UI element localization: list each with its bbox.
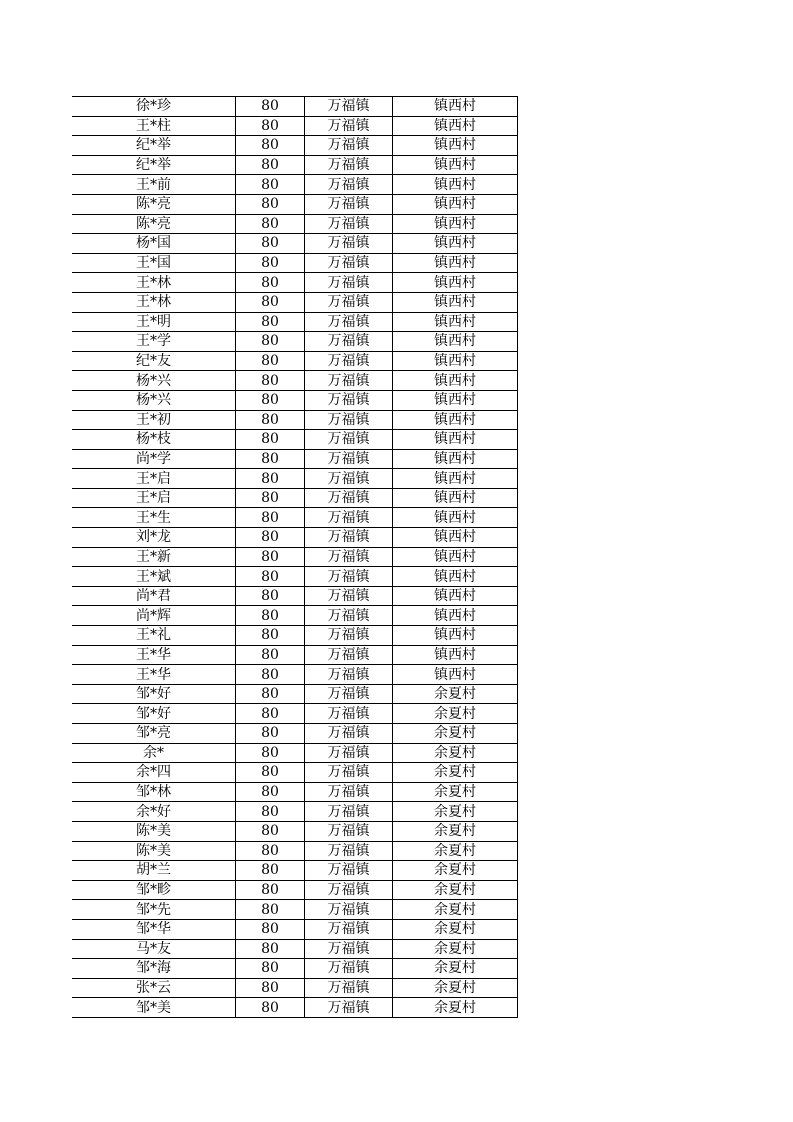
cell-village: 余夏村 bbox=[393, 900, 518, 920]
cell-town: 万福镇 bbox=[305, 900, 393, 920]
cell-town: 万福镇 bbox=[305, 390, 393, 410]
cell-village: 余夏村 bbox=[393, 919, 518, 939]
cell-village: 镇西村 bbox=[393, 626, 518, 646]
cell-village: 镇西村 bbox=[393, 155, 518, 175]
cell-village: 余夏村 bbox=[393, 743, 518, 763]
cell-town: 万福镇 bbox=[305, 332, 393, 352]
cell-name: 王*华 bbox=[72, 665, 236, 685]
table-row bbox=[72, 528, 518, 548]
table-row bbox=[72, 724, 518, 744]
cell-amount: 80 bbox=[236, 939, 305, 959]
cell-amount: 80 bbox=[236, 684, 305, 704]
cell-name: 尚*君 bbox=[72, 586, 236, 606]
table-row bbox=[72, 802, 518, 822]
cell-amount: 80 bbox=[236, 821, 305, 841]
table-row bbox=[72, 841, 518, 861]
cell-amount: 80 bbox=[236, 998, 305, 1018]
cell-amount: 80 bbox=[236, 253, 305, 273]
cell-amount: 80 bbox=[236, 528, 305, 548]
table-row bbox=[72, 645, 518, 665]
cell-town: 万福镇 bbox=[305, 586, 393, 606]
cell-town: 万福镇 bbox=[305, 626, 393, 646]
table-row bbox=[72, 900, 518, 920]
cell-town: 万福镇 bbox=[305, 430, 393, 450]
cell-amount: 80 bbox=[236, 312, 305, 332]
cell-amount: 80 bbox=[236, 194, 305, 214]
cell-village: 镇西村 bbox=[393, 528, 518, 548]
table-row bbox=[72, 939, 518, 959]
table-row bbox=[72, 116, 518, 136]
cell-amount: 80 bbox=[236, 508, 305, 528]
cell-village: 镇西村 bbox=[393, 312, 518, 332]
cell-village: 镇西村 bbox=[393, 645, 518, 665]
cell-village: 余夏村 bbox=[393, 724, 518, 744]
cell-town: 万福镇 bbox=[305, 449, 393, 469]
cell-town: 万福镇 bbox=[305, 861, 393, 881]
cell-amount: 80 bbox=[236, 175, 305, 195]
cell-name: 纪*举 bbox=[72, 155, 236, 175]
cell-town: 万福镇 bbox=[305, 371, 393, 391]
cell-name: 余*好 bbox=[72, 802, 236, 822]
cell-village: 镇西村 bbox=[393, 273, 518, 293]
cell-name: 王*林 bbox=[72, 273, 236, 293]
table-row bbox=[72, 410, 518, 430]
table-row bbox=[72, 821, 518, 841]
cell-name: 杨*兴 bbox=[72, 390, 236, 410]
cell-name: 王*初 bbox=[72, 410, 236, 430]
cell-town: 万福镇 bbox=[305, 116, 393, 136]
cell-village: 余夏村 bbox=[393, 880, 518, 900]
cell-village: 镇西村 bbox=[393, 116, 518, 136]
cell-amount: 80 bbox=[236, 449, 305, 469]
cell-amount: 80 bbox=[236, 234, 305, 254]
cell-village: 镇西村 bbox=[393, 508, 518, 528]
cell-town: 万福镇 bbox=[305, 724, 393, 744]
cell-name: 邹*先 bbox=[72, 900, 236, 920]
cell-name: 王*新 bbox=[72, 547, 236, 567]
table-row bbox=[72, 214, 518, 234]
table-row bbox=[72, 606, 518, 626]
cell-amount: 80 bbox=[236, 469, 305, 489]
table-row bbox=[72, 449, 518, 469]
cell-town: 万福镇 bbox=[305, 273, 393, 293]
table-row bbox=[72, 371, 518, 391]
cell-village: 镇西村 bbox=[393, 586, 518, 606]
cell-town: 万福镇 bbox=[305, 136, 393, 156]
table-row bbox=[72, 430, 518, 450]
table-row bbox=[72, 586, 518, 606]
table-row bbox=[72, 351, 518, 371]
cell-village: 余夏村 bbox=[393, 978, 518, 998]
cell-amount: 80 bbox=[236, 665, 305, 685]
cell-name: 王*启 bbox=[72, 488, 236, 508]
cell-town: 万福镇 bbox=[305, 998, 393, 1018]
cell-town: 万福镇 bbox=[305, 606, 393, 626]
cell-village: 镇西村 bbox=[393, 390, 518, 410]
cell-name: 邹*畛 bbox=[72, 880, 236, 900]
cell-amount: 80 bbox=[236, 214, 305, 234]
table-row bbox=[72, 763, 518, 783]
cell-name: 张*云 bbox=[72, 978, 236, 998]
cell-amount: 80 bbox=[236, 919, 305, 939]
cell-amount: 80 bbox=[236, 410, 305, 430]
cell-amount: 80 bbox=[236, 724, 305, 744]
cell-amount: 80 bbox=[236, 743, 305, 763]
cell-name: 王*国 bbox=[72, 253, 236, 273]
cell-town: 万福镇 bbox=[305, 469, 393, 489]
table-row bbox=[72, 626, 518, 646]
cell-town: 万福镇 bbox=[305, 253, 393, 273]
cell-village: 余夏村 bbox=[393, 998, 518, 1018]
cell-town: 万福镇 bbox=[305, 488, 393, 508]
cell-village: 镇西村 bbox=[393, 214, 518, 234]
cell-name: 余*四 bbox=[72, 763, 236, 783]
cell-town: 万福镇 bbox=[305, 684, 393, 704]
table-row bbox=[72, 508, 518, 528]
cell-village: 镇西村 bbox=[393, 469, 518, 489]
cell-name: 邹*林 bbox=[72, 782, 236, 802]
table-row bbox=[72, 978, 518, 998]
cell-town: 万福镇 bbox=[305, 97, 393, 117]
cell-amount: 80 bbox=[236, 978, 305, 998]
cell-town: 万福镇 bbox=[305, 665, 393, 685]
cell-amount: 80 bbox=[236, 782, 305, 802]
cell-amount: 80 bbox=[236, 351, 305, 371]
cell-town: 万福镇 bbox=[305, 880, 393, 900]
cell-name: 陈*亮 bbox=[72, 214, 236, 234]
cell-village: 镇西村 bbox=[393, 253, 518, 273]
table-row bbox=[72, 665, 518, 685]
cell-amount: 80 bbox=[236, 567, 305, 587]
cell-amount: 80 bbox=[236, 371, 305, 391]
cell-village: 余夏村 bbox=[393, 841, 518, 861]
cell-village: 镇西村 bbox=[393, 371, 518, 391]
cell-town: 万福镇 bbox=[305, 508, 393, 528]
cell-village: 镇西村 bbox=[393, 410, 518, 430]
cell-village: 镇西村 bbox=[393, 547, 518, 567]
cell-amount: 80 bbox=[236, 900, 305, 920]
cell-amount: 80 bbox=[236, 880, 305, 900]
cell-amount: 80 bbox=[236, 645, 305, 665]
table-row bbox=[72, 567, 518, 587]
cell-village: 余夏村 bbox=[393, 861, 518, 881]
cell-name: 王*礼 bbox=[72, 626, 236, 646]
cell-town: 万福镇 bbox=[305, 704, 393, 724]
cell-village: 镇西村 bbox=[393, 234, 518, 254]
cell-village: 余夏村 bbox=[393, 763, 518, 783]
cell-name: 纪*友 bbox=[72, 351, 236, 371]
cell-name: 余* bbox=[72, 743, 236, 763]
table-row bbox=[72, 959, 518, 979]
cell-town: 万福镇 bbox=[305, 351, 393, 371]
table-row bbox=[72, 684, 518, 704]
cell-name: 王*启 bbox=[72, 469, 236, 489]
cell-name: 邹*好 bbox=[72, 704, 236, 724]
cell-name: 王*前 bbox=[72, 175, 236, 195]
cell-amount: 80 bbox=[236, 959, 305, 979]
cell-village: 余夏村 bbox=[393, 782, 518, 802]
cell-amount: 80 bbox=[236, 586, 305, 606]
table-row bbox=[72, 488, 518, 508]
cell-name: 陈*美 bbox=[72, 841, 236, 861]
table-row bbox=[72, 880, 518, 900]
table-row bbox=[72, 743, 518, 763]
table-row bbox=[72, 469, 518, 489]
cell-village: 镇西村 bbox=[393, 430, 518, 450]
cell-town: 万福镇 bbox=[305, 763, 393, 783]
cell-amount: 80 bbox=[236, 155, 305, 175]
cell-village: 镇西村 bbox=[393, 351, 518, 371]
cell-name: 王*柱 bbox=[72, 116, 236, 136]
cell-town: 万福镇 bbox=[305, 194, 393, 214]
cell-name: 杨*枝 bbox=[72, 430, 236, 450]
cell-name: 马*友 bbox=[72, 939, 236, 959]
table-body bbox=[72, 97, 518, 1018]
cell-village: 余夏村 bbox=[393, 821, 518, 841]
cell-village: 镇西村 bbox=[393, 175, 518, 195]
cell-town: 万福镇 bbox=[305, 919, 393, 939]
cell-name: 纪*举 bbox=[72, 136, 236, 156]
cell-name: 尚*辉 bbox=[72, 606, 236, 626]
cell-village: 余夏村 bbox=[393, 939, 518, 959]
cell-town: 万福镇 bbox=[305, 214, 393, 234]
table-row bbox=[72, 175, 518, 195]
cell-village: 镇西村 bbox=[393, 665, 518, 685]
cell-town: 万福镇 bbox=[305, 645, 393, 665]
cell-name: 刘*龙 bbox=[72, 528, 236, 548]
cell-village: 镇西村 bbox=[393, 332, 518, 352]
table-row bbox=[72, 234, 518, 254]
cell-name: 邹*美 bbox=[72, 998, 236, 1018]
cell-name: 邹*亮 bbox=[72, 724, 236, 744]
cell-name: 王*华 bbox=[72, 645, 236, 665]
cell-village: 镇西村 bbox=[393, 606, 518, 626]
table-row bbox=[72, 136, 518, 156]
cell-village: 镇西村 bbox=[393, 136, 518, 156]
cell-town: 万福镇 bbox=[305, 802, 393, 822]
table-row bbox=[72, 919, 518, 939]
cell-town: 万福镇 bbox=[305, 841, 393, 861]
cell-village: 余夏村 bbox=[393, 704, 518, 724]
table-row bbox=[72, 194, 518, 214]
cell-name: 尚*学 bbox=[72, 449, 236, 469]
table-row bbox=[72, 998, 518, 1018]
cell-village: 镇西村 bbox=[393, 97, 518, 117]
cell-amount: 80 bbox=[236, 136, 305, 156]
cell-town: 万福镇 bbox=[305, 234, 393, 254]
cell-village: 镇西村 bbox=[393, 488, 518, 508]
cell-village: 余夏村 bbox=[393, 959, 518, 979]
cell-town: 万福镇 bbox=[305, 547, 393, 567]
cell-amount: 80 bbox=[236, 116, 305, 136]
cell-town: 万福镇 bbox=[305, 292, 393, 312]
cell-name: 陈*亮 bbox=[72, 194, 236, 214]
cell-town: 万福镇 bbox=[305, 175, 393, 195]
data-table bbox=[72, 96, 518, 1018]
cell-amount: 80 bbox=[236, 802, 305, 822]
cell-town: 万福镇 bbox=[305, 528, 393, 548]
cell-name: 徐*珍 bbox=[72, 97, 236, 117]
table-row bbox=[72, 292, 518, 312]
table-row bbox=[72, 155, 518, 175]
cell-town: 万福镇 bbox=[305, 959, 393, 979]
cell-name: 王*林 bbox=[72, 292, 236, 312]
cell-amount: 80 bbox=[236, 292, 305, 312]
cell-village: 镇西村 bbox=[393, 449, 518, 469]
cell-amount: 80 bbox=[236, 861, 305, 881]
cell-amount: 80 bbox=[236, 704, 305, 724]
cell-amount: 80 bbox=[236, 547, 305, 567]
cell-name: 王*生 bbox=[72, 508, 236, 528]
cell-name: 王*学 bbox=[72, 332, 236, 352]
cell-name: 王*明 bbox=[72, 312, 236, 332]
table-row bbox=[72, 704, 518, 724]
cell-town: 万福镇 bbox=[305, 978, 393, 998]
table-row bbox=[72, 782, 518, 802]
cell-amount: 80 bbox=[236, 763, 305, 783]
cell-village: 镇西村 bbox=[393, 292, 518, 312]
cell-name: 邹*海 bbox=[72, 959, 236, 979]
table-row bbox=[72, 253, 518, 273]
cell-amount: 80 bbox=[236, 606, 305, 626]
cell-amount: 80 bbox=[236, 841, 305, 861]
table-row bbox=[72, 547, 518, 567]
cell-town: 万福镇 bbox=[305, 155, 393, 175]
cell-town: 万福镇 bbox=[305, 567, 393, 587]
cell-amount: 80 bbox=[236, 626, 305, 646]
cell-amount: 80 bbox=[236, 430, 305, 450]
cell-town: 万福镇 bbox=[305, 743, 393, 763]
cell-town: 万福镇 bbox=[305, 410, 393, 430]
cell-village: 余夏村 bbox=[393, 802, 518, 822]
table-row bbox=[72, 312, 518, 332]
cell-village: 余夏村 bbox=[393, 684, 518, 704]
table-row bbox=[72, 390, 518, 410]
cell-name: 杨*兴 bbox=[72, 371, 236, 391]
table-row bbox=[72, 332, 518, 352]
cell-town: 万福镇 bbox=[305, 312, 393, 332]
table-row bbox=[72, 861, 518, 881]
table-row bbox=[72, 97, 518, 117]
cell-amount: 80 bbox=[236, 97, 305, 117]
cell-name: 陈*美 bbox=[72, 821, 236, 841]
cell-village: 镇西村 bbox=[393, 567, 518, 587]
cell-amount: 80 bbox=[236, 390, 305, 410]
cell-amount: 80 bbox=[236, 332, 305, 352]
cell-name: 邹*华 bbox=[72, 919, 236, 939]
cell-amount: 80 bbox=[236, 488, 305, 508]
cell-town: 万福镇 bbox=[305, 782, 393, 802]
cell-name: 胡*兰 bbox=[72, 861, 236, 881]
cell-name: 杨*国 bbox=[72, 234, 236, 254]
cell-town: 万福镇 bbox=[305, 939, 393, 959]
cell-name: 邹*好 bbox=[72, 684, 236, 704]
table-row bbox=[72, 273, 518, 293]
cell-village: 镇西村 bbox=[393, 194, 518, 214]
cell-name: 王*斌 bbox=[72, 567, 236, 587]
cell-amount: 80 bbox=[236, 273, 305, 293]
cell-town: 万福镇 bbox=[305, 821, 393, 841]
